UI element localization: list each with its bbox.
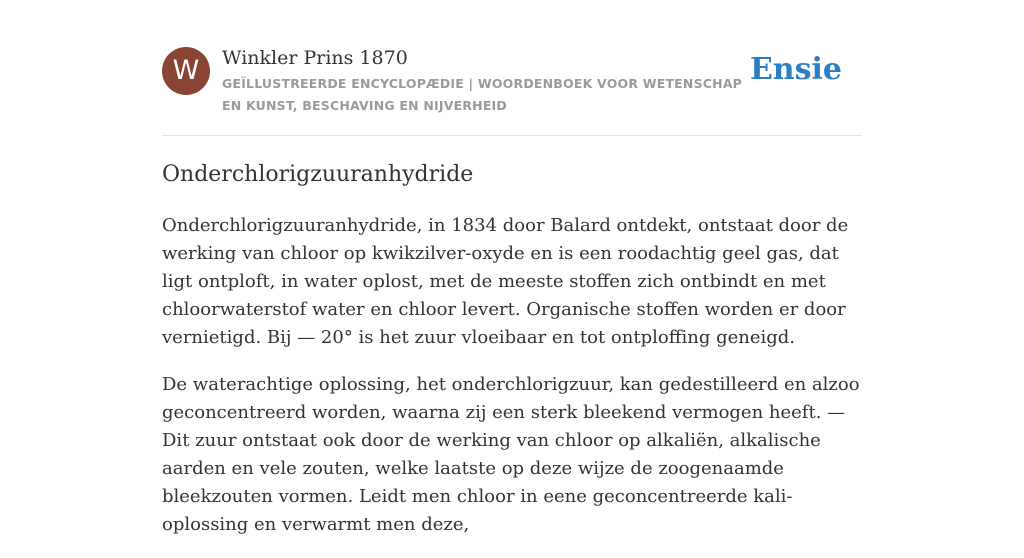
source-subtitle: GEÏLLUSTREERDE ENCYCLOPÆDIE | WOORDENBOEK VOOR WETENSCHAP EN KUNST, BESCHAVING EN NIJVERHEID [222,76,743,113]
source-avatar[interactable]: W [162,47,210,95]
article-paragraph-1: Onderchlorigzuuranhydride, in 1834 door Balard ontdekt, ontstaat door de werking van chloor op kwikzilver-oxyde en is een roodachtig geel gas, dat ligt ontploft, in water oplost, met de meeste stoffen zich ontbindt en met chloorwaterstof water en chloor levert. Organische stoffen worden er door vernietigd. Bij — 20° is het zuur vloeibaar en tot ontploffing geneigd. [162,215,849,348]
header-divider [162,135,862,136]
article-paragraph-2: De waterachtige oplossing, het onderchlorigzuur, kan gedestilleerd en alzoo geconcentreerd worden, waarna zij een sterk bleekend vermogen heeft. — Dit zuur ontstaat ook door de werking van chloor op alkaliën, alkalische aarden en vele zouten, welke laatste op deze wijze de zoogenaamde bleekzouten vormen. Leidt men chloor in eene geconcentreerde kali-oplossing en verwarmt men deze, [162,374,860,535]
article-content [162,158,862,558]
article-title: Onderchlorigzuuranhydride [162,162,474,187]
source-header [162,46,862,116]
ensie-logo[interactable]: Ensie [749,52,842,87]
source-title[interactable]: Winkler Prins 1870 [222,47,408,69]
